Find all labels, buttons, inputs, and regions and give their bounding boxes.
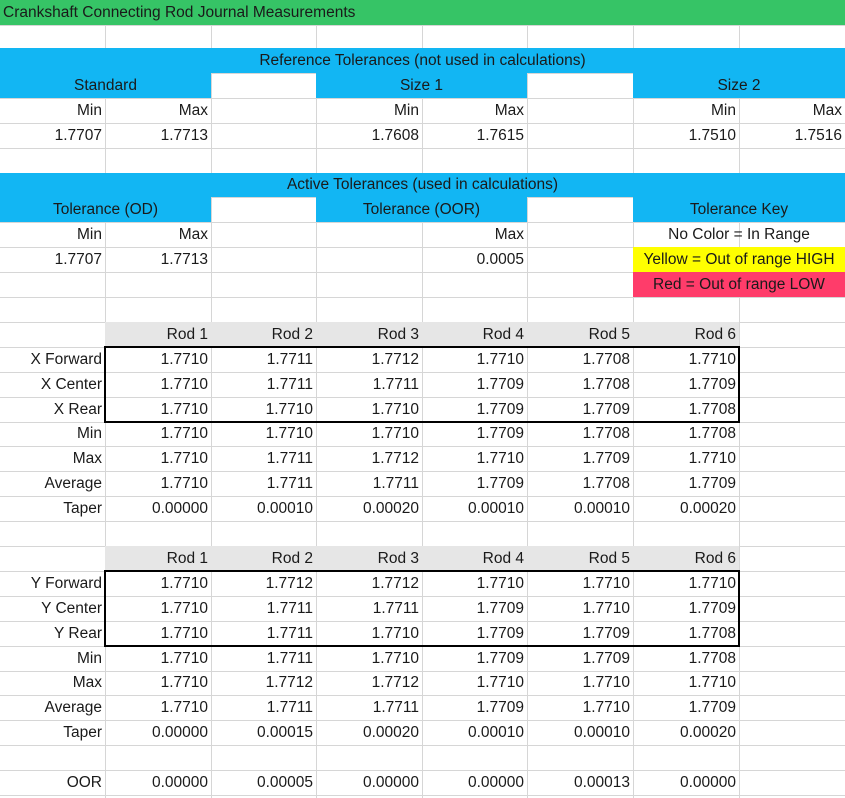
sheet-title: Crankshaft Connecting Rod Journal Measurements bbox=[3, 3, 356, 21]
y-value-cell: 1.7710 bbox=[582, 698, 630, 716]
x-value-cell: 1.7711 bbox=[266, 375, 313, 393]
y-value-cell: 1.7710 bbox=[582, 574, 630, 592]
x-row-label: Max bbox=[72, 449, 102, 467]
x-value-cell: 1.7712 bbox=[371, 350, 419, 368]
key-no-color: No Color = In Range bbox=[668, 225, 810, 243]
standard-min-value: 1.7707 bbox=[54, 126, 102, 144]
x-value-cell: 1.7708 bbox=[582, 350, 630, 368]
y-value-cell: 1.7710 bbox=[582, 599, 630, 617]
active-heading: Active Tolerances (used in calculations) bbox=[286, 176, 559, 193]
y-value-cell: 1.7710 bbox=[160, 574, 208, 592]
x-value-cell: 0.00020 bbox=[362, 499, 419, 517]
oor-value-cell: 0.00000 bbox=[151, 773, 208, 791]
x-value-cell: 1.7711 bbox=[372, 474, 419, 492]
y-value-cell: 1.7709 bbox=[476, 698, 524, 716]
y-value-cell: 1.7711 bbox=[266, 649, 313, 667]
y-rod-header: Rod 4 bbox=[482, 549, 524, 567]
x-value-cell: 0.00000 bbox=[151, 499, 208, 517]
y-value-cell: 1.7711 bbox=[372, 599, 419, 617]
x-value-cell: 1.7708 bbox=[688, 425, 736, 442]
x-rod-header: Rod 6 bbox=[694, 325, 736, 343]
size1-max-label: Max bbox=[494, 101, 524, 119]
x-value-cell: 1.7712 bbox=[371, 449, 419, 467]
x-value-cell: 1.7710 bbox=[476, 449, 524, 467]
size2-max-value: 1.7516 bbox=[794, 126, 842, 144]
x-value-cell: 1.7709 bbox=[476, 474, 524, 492]
x-value-cell: 1.7709 bbox=[476, 400, 524, 418]
y-value-cell: 0.00010 bbox=[573, 723, 630, 741]
oor-tolerance-label: Tolerance (OOR) bbox=[362, 200, 481, 218]
od-max-value: 1.7713 bbox=[160, 250, 208, 268]
x-row-label: Min bbox=[77, 425, 102, 442]
x-value-cell: 1.7711 bbox=[266, 474, 313, 492]
y-row-label: Y Center bbox=[41, 599, 102, 617]
x-value-cell: 1.7710 bbox=[160, 474, 208, 492]
y-value-cell: 1.7709 bbox=[476, 599, 524, 617]
y-value-cell: 1.7710 bbox=[371, 649, 419, 667]
oor-value-cell: 0.00000 bbox=[362, 773, 419, 791]
y-row-label: Y Forward bbox=[30, 574, 102, 592]
od-min-value: 1.7707 bbox=[54, 250, 102, 268]
x-value-cell: 1.7708 bbox=[688, 400, 736, 418]
size1-min-value: 1.7608 bbox=[371, 126, 419, 144]
oor-row-label: OOR bbox=[66, 773, 102, 791]
y-value-cell: 1.7710 bbox=[476, 674, 524, 691]
oor-max-value: 0.0005 bbox=[476, 250, 524, 268]
x-value-cell: 1.7711 bbox=[266, 449, 313, 467]
y-row-label: Max bbox=[72, 674, 102, 691]
y-value-cell: 1.7710 bbox=[582, 674, 630, 691]
x-value-cell: 1.7709 bbox=[476, 375, 524, 393]
gridline-horizontal bbox=[0, 745, 845, 746]
x-rod-header: Rod 4 bbox=[482, 325, 524, 343]
x-value-cell: 1.7711 bbox=[372, 375, 419, 393]
x-value-cell: 1.7710 bbox=[160, 375, 208, 393]
key-yellow: Yellow = Out of range HIGH bbox=[643, 250, 835, 268]
size2-min-value: 1.7510 bbox=[688, 126, 736, 144]
oor-max-label: Max bbox=[494, 225, 524, 243]
y-row-label: Taper bbox=[63, 723, 102, 741]
x-value-cell: 1.7710 bbox=[371, 425, 419, 442]
x-value-cell: 1.7709 bbox=[582, 449, 630, 467]
x-value-cell: 1.7710 bbox=[265, 425, 313, 442]
x-value-cell: 1.7710 bbox=[265, 400, 313, 418]
y-value-cell: 1.7710 bbox=[160, 624, 208, 642]
y-value-cell: 1.7712 bbox=[265, 574, 313, 592]
oor-value-cell: 0.00000 bbox=[467, 773, 524, 791]
y-value-cell: 1.7709 bbox=[476, 649, 524, 667]
x-rod-header: Rod 5 bbox=[588, 325, 630, 343]
x-value-cell: 1.7710 bbox=[160, 425, 208, 442]
y-value-cell: 1.7708 bbox=[688, 624, 736, 642]
y-value-cell: 0.00020 bbox=[362, 723, 419, 741]
y-value-cell: 1.7709 bbox=[688, 599, 736, 617]
y-value-cell: 1.7710 bbox=[160, 674, 208, 691]
y-value-cell: 1.7710 bbox=[160, 649, 208, 667]
y-value-cell: 1.7710 bbox=[160, 599, 208, 617]
oor-value-cell: 0.00000 bbox=[679, 773, 736, 791]
tolerance-key-label: Tolerance Key bbox=[689, 200, 789, 218]
reference-heading: Reference Tolerances (not used in calculations) bbox=[259, 51, 586, 69]
oor-value-cell: 0.00005 bbox=[256, 773, 313, 791]
x-value-cell: 1.7710 bbox=[160, 400, 208, 418]
standard-max-label: Max bbox=[178, 101, 208, 119]
y-value-cell: 1.7711 bbox=[266, 599, 313, 617]
y-value-cell: 1.7712 bbox=[371, 674, 419, 691]
gridline-horizontal bbox=[0, 795, 845, 796]
y-value-cell: 1.7710 bbox=[688, 574, 736, 592]
od-min-label: Min bbox=[77, 225, 102, 243]
x-row-label: X Rear bbox=[53, 400, 102, 418]
y-row-label: Average bbox=[44, 698, 102, 716]
x-row-label: X Center bbox=[40, 375, 102, 393]
x-value-cell: 0.00010 bbox=[467, 499, 524, 517]
size2-min-label: Min bbox=[711, 101, 736, 119]
size2-max-label: Max bbox=[812, 101, 842, 119]
y-row-label: Min bbox=[77, 649, 102, 667]
x-value-cell: 1.7709 bbox=[476, 425, 524, 442]
od-tolerance-label: Tolerance (OD) bbox=[52, 200, 159, 218]
x-row-label: Average bbox=[44, 474, 102, 492]
y-value-cell: 1.7711 bbox=[266, 698, 313, 716]
x-value-cell: 1.7709 bbox=[688, 375, 736, 393]
gridline-horizontal bbox=[0, 521, 845, 522]
standard-max-value: 1.7713 bbox=[160, 126, 208, 144]
y-value-cell: 1.7708 bbox=[688, 649, 736, 667]
x-value-cell: 1.7708 bbox=[582, 375, 630, 393]
y-value-cell: 0.00000 bbox=[151, 723, 208, 741]
y-rod-header: Rod 6 bbox=[694, 549, 736, 567]
y-value-cell: 1.7712 bbox=[371, 574, 419, 592]
x-value-cell: 1.7710 bbox=[160, 350, 208, 368]
x-value-cell: 1.7708 bbox=[582, 474, 630, 492]
y-rod-header: Rod 2 bbox=[271, 549, 313, 567]
standard-label: Standard bbox=[74, 76, 137, 94]
y-rod-header: Rod 1 bbox=[166, 549, 208, 567]
y-value-cell: 1.7711 bbox=[266, 624, 313, 642]
x-value-cell: 1.7710 bbox=[476, 350, 524, 368]
x-value-cell: 0.00020 bbox=[679, 499, 736, 517]
x-rod-header: Rod 1 bbox=[166, 325, 208, 343]
gridline-horizontal bbox=[0, 148, 845, 149]
x-value-cell: 1.7710 bbox=[371, 400, 419, 418]
size1-min-label: Min bbox=[394, 101, 419, 119]
y-value-cell: 0.00010 bbox=[467, 723, 524, 741]
od-max-label: Max bbox=[178, 225, 208, 243]
gridline-horizontal bbox=[0, 297, 845, 298]
y-value-cell: 1.7710 bbox=[371, 624, 419, 642]
y-value-cell: 1.7709 bbox=[688, 698, 736, 716]
x-value-cell: 1.7711 bbox=[266, 350, 313, 368]
y-value-cell: 1.7710 bbox=[688, 674, 736, 691]
x-row-label: Taper bbox=[63, 499, 102, 517]
y-value-cell: 1.7709 bbox=[582, 624, 630, 642]
y-value-cell: 1.7709 bbox=[582, 649, 630, 667]
y-value-cell: 1.7709 bbox=[476, 624, 524, 642]
y-value-cell: 0.00020 bbox=[679, 723, 736, 741]
x-value-cell: 1.7710 bbox=[688, 449, 736, 467]
x-row-label: X Forward bbox=[30, 350, 102, 368]
size1-label: Size 1 bbox=[399, 76, 444, 94]
x-value-cell: 1.7710 bbox=[688, 350, 736, 368]
x-rod-header: Rod 2 bbox=[271, 325, 313, 343]
y-value-cell: 1.7712 bbox=[265, 674, 313, 691]
x-rod-header: Rod 3 bbox=[377, 325, 419, 343]
y-row-label: Y Rear bbox=[54, 624, 102, 642]
y-value-cell: 0.00015 bbox=[256, 723, 313, 741]
y-rod-header: Rod 3 bbox=[377, 549, 419, 567]
key-red: Red = Out of range LOW bbox=[653, 275, 825, 293]
standard-min-label: Min bbox=[77, 101, 102, 119]
x-value-cell: 1.7709 bbox=[582, 400, 630, 418]
y-value-cell: 1.7710 bbox=[476, 574, 524, 592]
x-value-cell: 1.7708 bbox=[582, 425, 630, 442]
x-value-cell: 1.7709 bbox=[688, 474, 736, 492]
x-value-cell: 0.00010 bbox=[256, 499, 313, 517]
gridline-horizontal bbox=[0, 25, 845, 26]
x-value-cell: 0.00010 bbox=[573, 499, 630, 517]
size2-label: Size 2 bbox=[717, 76, 761, 94]
size1-max-value: 1.7615 bbox=[476, 126, 524, 144]
y-rod-header: Rod 5 bbox=[588, 549, 630, 567]
y-value-cell: 1.7710 bbox=[160, 698, 208, 716]
oor-value-cell: 0.00013 bbox=[573, 773, 630, 791]
x-value-cell: 1.7710 bbox=[160, 449, 208, 467]
y-value-cell: 1.7711 bbox=[372, 698, 419, 716]
